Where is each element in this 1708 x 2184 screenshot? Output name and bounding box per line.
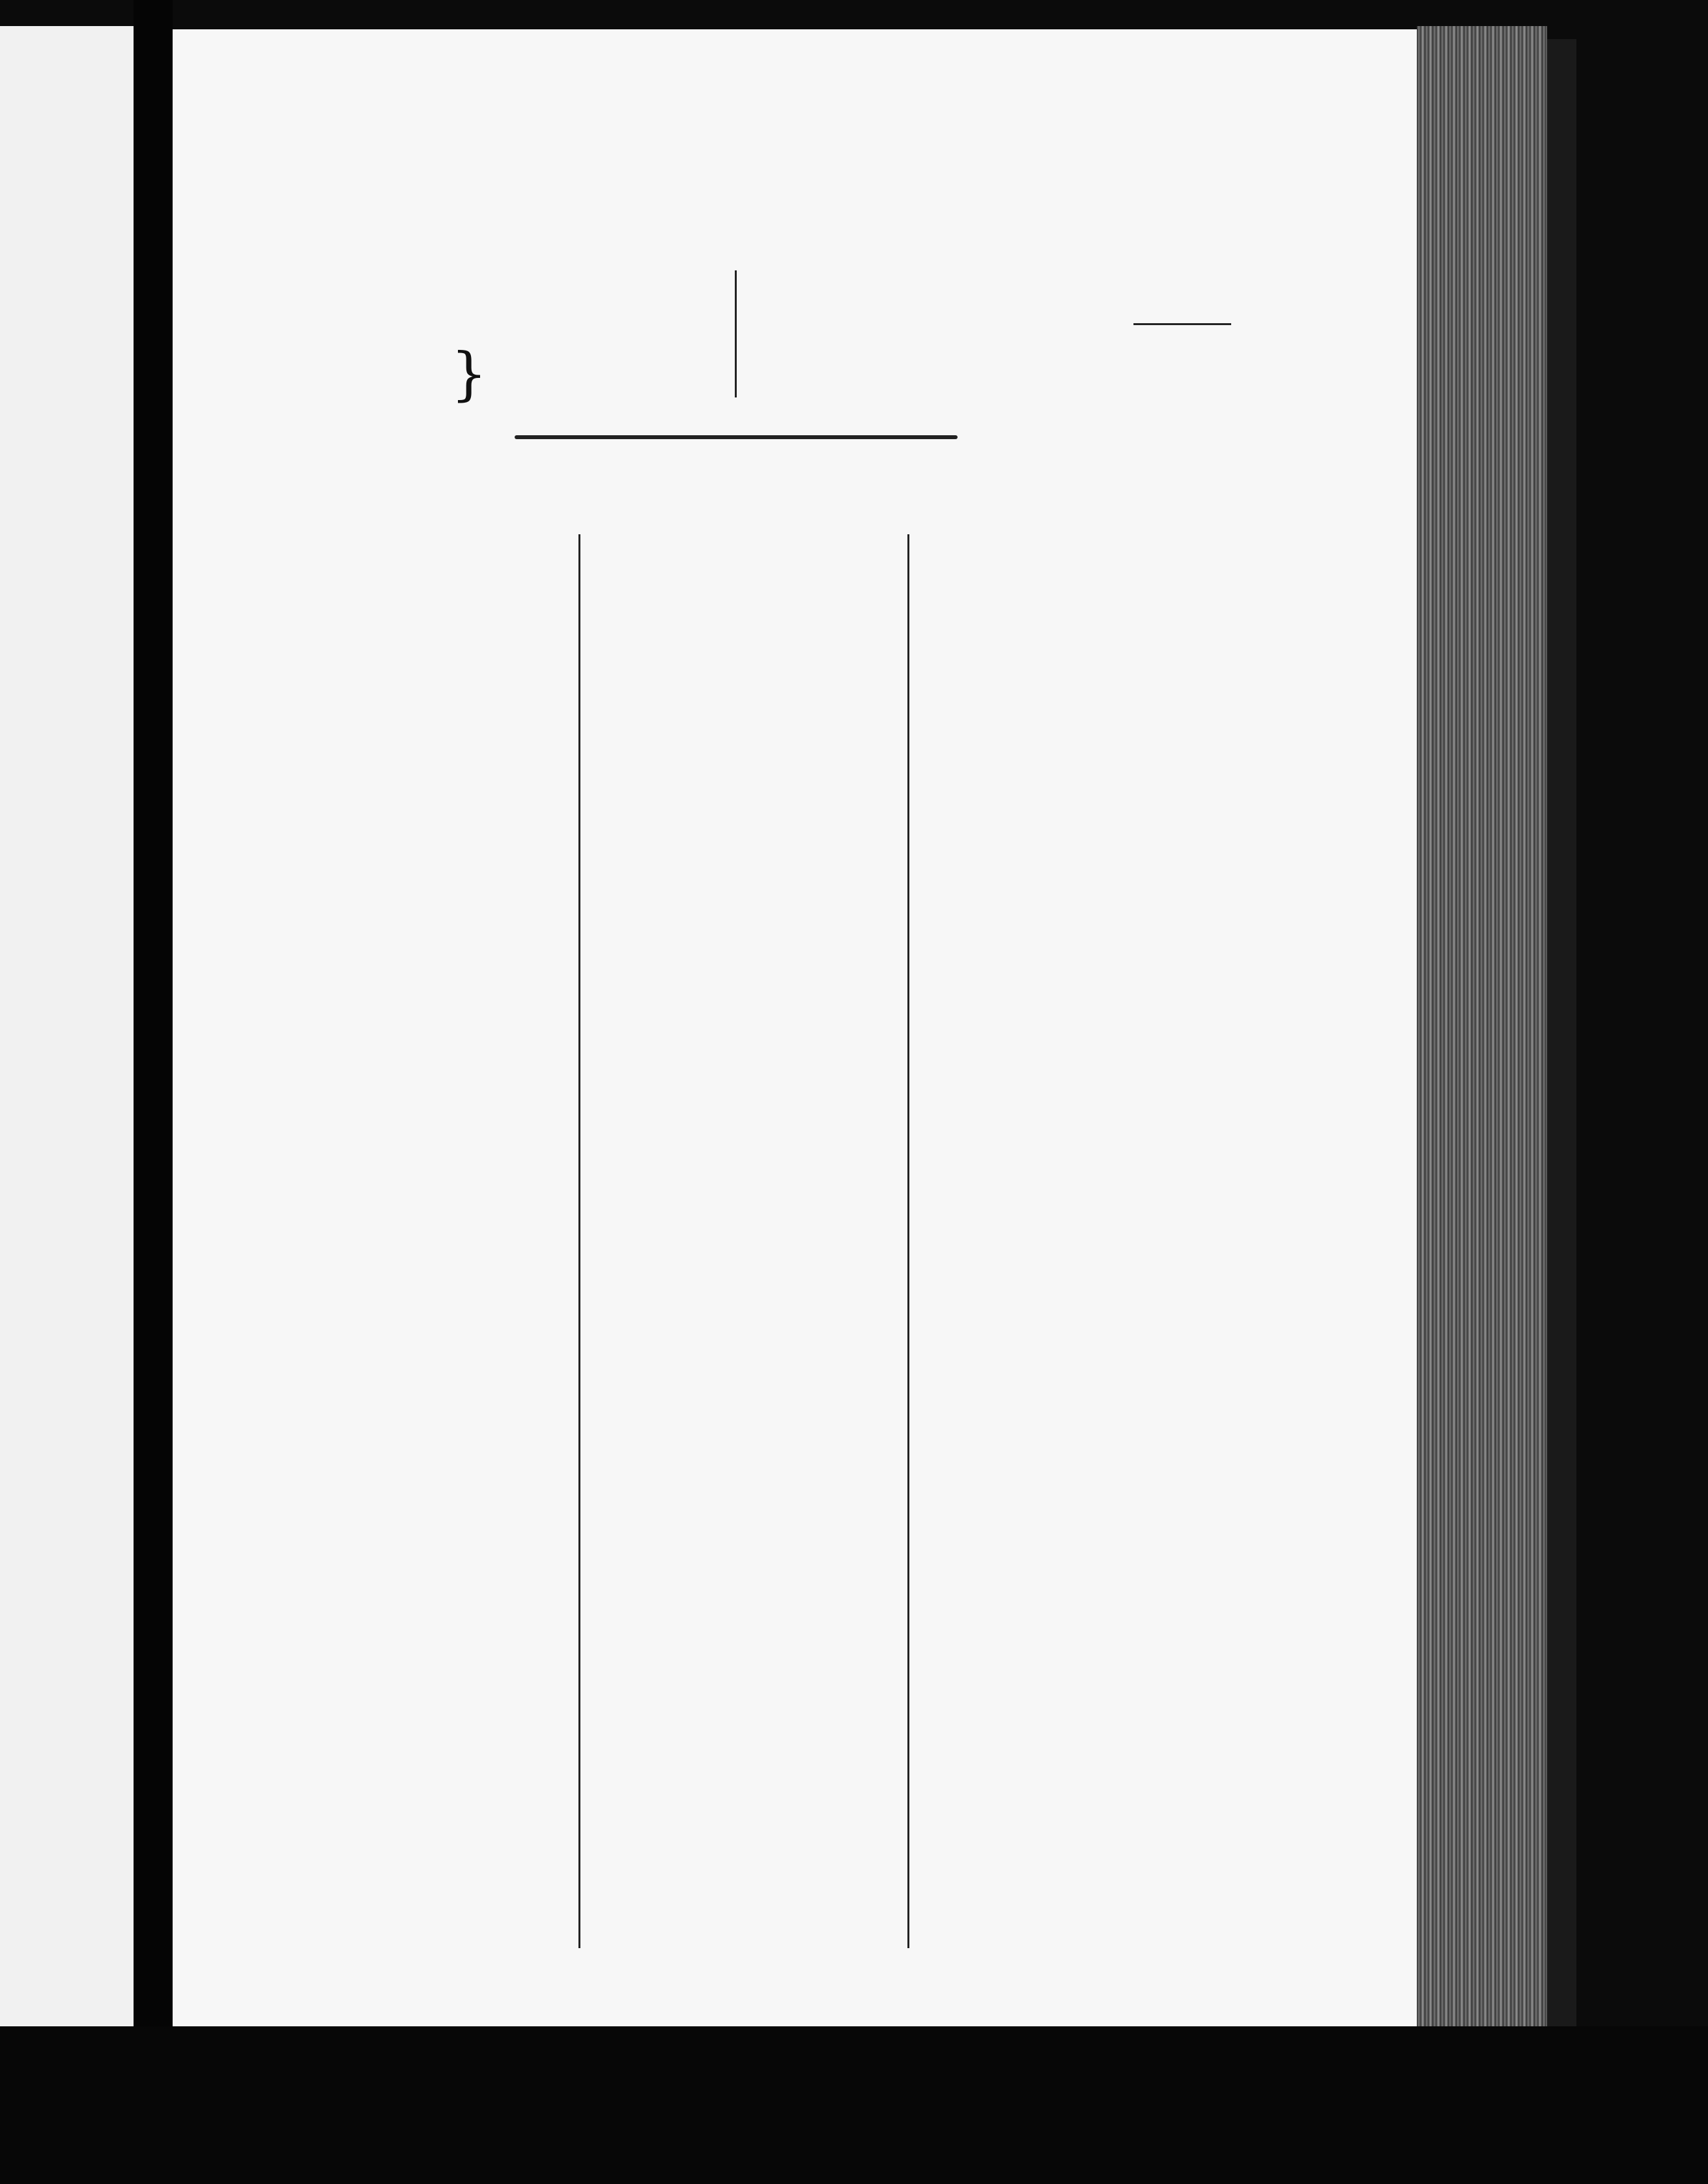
column-divider-1 bbox=[578, 534, 580, 1948]
left-page-fragment bbox=[0, 26, 134, 2046]
ornamental-rule bbox=[515, 435, 958, 439]
book-gutter bbox=[134, 0, 173, 2184]
book-cover-edge bbox=[1547, 39, 1576, 2026]
top-sum-rule bbox=[1133, 323, 1231, 325]
right-page bbox=[173, 29, 1417, 2026]
brace-glyph: } bbox=[451, 340, 487, 407]
scan-background bbox=[0, 2026, 1708, 2184]
page-edges bbox=[1417, 26, 1547, 2030]
column-divider-2 bbox=[907, 534, 909, 1948]
top-divider bbox=[735, 270, 737, 397]
